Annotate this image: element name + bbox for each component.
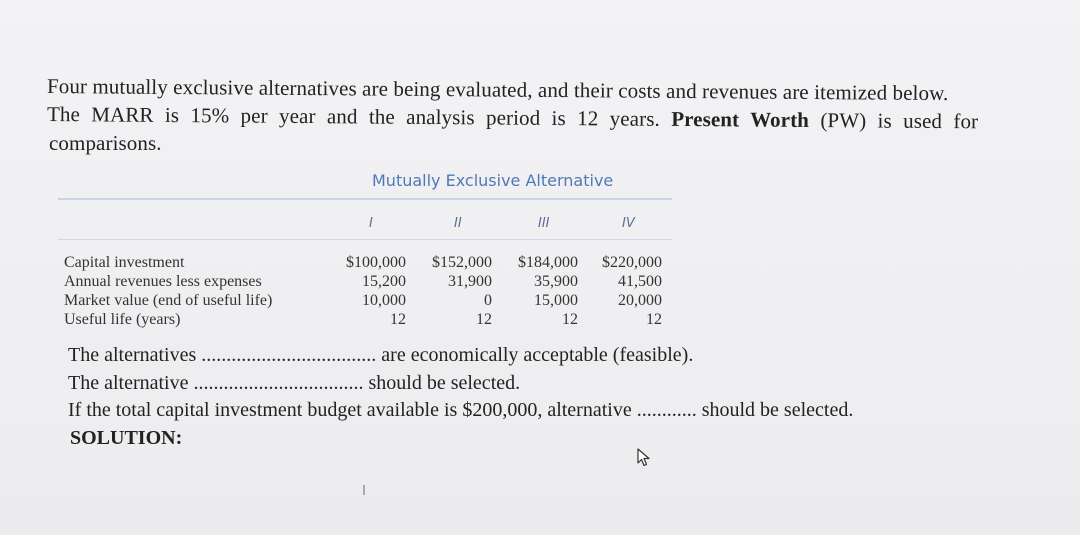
row-label-annual-revenues: Annual revenues less expenses xyxy=(64,273,262,290)
cell-revenue-III: 35,900 xyxy=(534,273,578,290)
row-label-capital-investment: Capital investment xyxy=(64,254,185,271)
intro-bold-present-worth: Present Worth xyxy=(671,106,810,132)
column-header-I: I xyxy=(369,216,373,231)
cell-capital-III: $184,000 xyxy=(518,254,578,271)
cell-life-III: 12 xyxy=(562,311,578,328)
row-label-market-value: Market value (end of useful life) xyxy=(64,292,273,309)
table-caption: Mutually Exclusive Alternative xyxy=(372,171,614,190)
intro-line-1: Four mutually exclusive alternatives are being evaluated, and their costs and revenues are itemized below. xyxy=(46,74,949,106)
question-3: If the total capital investment budget available is $200,000, alternative ............ should be selected. xyxy=(68,399,854,421)
row-label-useful-life: Useful life (years) xyxy=(64,311,181,328)
table-header-rule xyxy=(58,239,672,240)
mouse-cursor-icon xyxy=(637,448,653,473)
question-2-blank: .................................. xyxy=(193,372,364,394)
intro-line-2: The MARR is 15% per year and the analysis period is 12 years. Present Worth (PW) is used for xyxy=(46,102,979,134)
cell-revenue-I: 15,200 xyxy=(362,273,406,290)
cell-life-II: 12 xyxy=(476,311,492,328)
text-caret xyxy=(363,485,365,495)
question-1-blank: ................................... xyxy=(201,344,377,366)
solution-label: SOLUTION: xyxy=(70,427,183,449)
cell-market-III: 15,000 xyxy=(534,292,578,309)
question-2: The alternative .................................. should be selected. xyxy=(68,372,521,394)
cell-life-IV: 12 xyxy=(646,311,662,328)
column-header-II: II xyxy=(454,216,462,231)
column-header-III: III xyxy=(538,216,550,231)
cell-revenue-IV: 41,500 xyxy=(618,273,662,290)
cell-capital-IV: $220,000 xyxy=(602,254,662,271)
cell-life-I: 12 xyxy=(390,311,406,328)
table-top-rule xyxy=(58,198,672,200)
intro-line-3: comparisons. xyxy=(49,131,162,155)
cell-capital-II: $152,000 xyxy=(432,254,492,271)
cell-market-II: 0 xyxy=(484,292,492,309)
question-1: The alternatives ................................... are economically acceptable (feasible). xyxy=(68,344,694,366)
question-3-blank: ............ xyxy=(636,399,697,421)
cell-capital-I: $100,000 xyxy=(346,254,406,271)
cell-market-I: 10,000 xyxy=(362,292,406,309)
column-header-IV: IV xyxy=(622,216,635,231)
cell-market-IV: 20,000 xyxy=(618,292,662,309)
cell-revenue-II: 31,900 xyxy=(448,273,492,290)
